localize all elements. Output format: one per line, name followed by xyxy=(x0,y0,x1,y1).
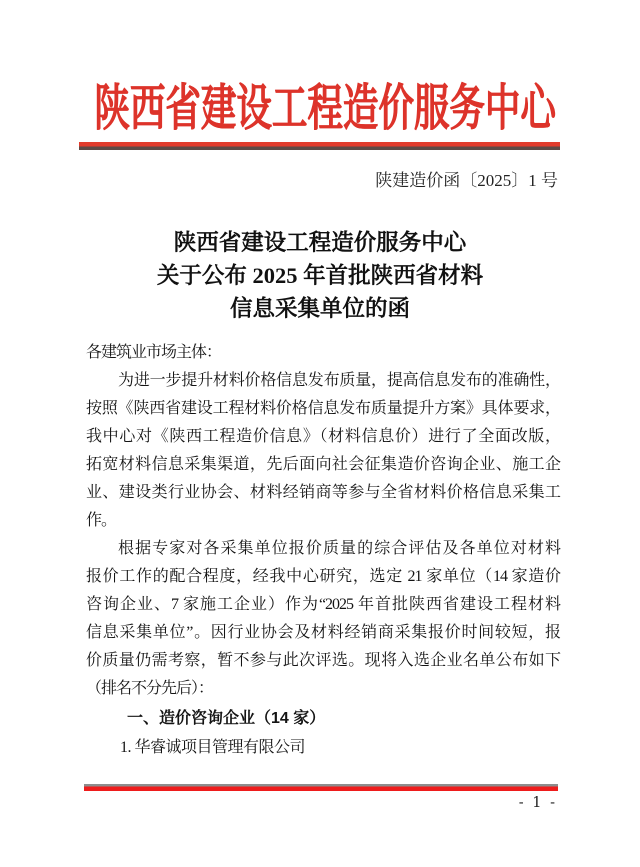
letterhead-double-rule xyxy=(79,142,560,150)
body-line: 拓宽材料信息采集渠道，先后面向社会征集造价咨询企业、施工企 xyxy=(86,456,560,473)
salutation: 各建筑业市场主体： xyxy=(86,344,222,361)
reference-number: 陕建造价函〔2025〕1 号 xyxy=(375,171,558,190)
body-line: 业、建设类行业协会、材料经销商等参与全省材料价格信息采集工 xyxy=(86,484,560,501)
body-line: 为进一步提升材料价格信息发布质量，提高信息发布的准确性， xyxy=(118,372,560,389)
document-title-line-3: 信息采集单位的函 xyxy=(229,296,410,321)
document-title-line-2: 关于公布 2025 年首批陕西省材料 xyxy=(156,263,484,288)
document-title xyxy=(0,226,640,325)
body-line: 根据专家对各采集单位报价质量的综合评估及各单位对材料 xyxy=(118,540,560,557)
page-number: - 1 - xyxy=(518,795,557,811)
body-line: （排名不分先后）： xyxy=(86,680,214,697)
section-heading-cost-consulting: 一、造价咨询企业（14 家） xyxy=(127,710,326,727)
body-line: 按照《陕西省建设工程材料价格信息发布质量提升方案》具体要求， xyxy=(86,400,560,417)
footer-double-rule xyxy=(84,784,558,791)
list-item-company-1: 1. 华睿诚项目管理有限公司 xyxy=(120,739,306,756)
body-line: 报价工作的配合程度，经我中心研究，选定 21 家单位（14 家造价 xyxy=(86,568,560,585)
body-line: 信息采集单位”。因行业协会及材料经销商采集报价时间较短，报 xyxy=(86,624,560,641)
letterhead-title: 陕西省建设工程造价服务中心 xyxy=(94,80,556,136)
letterhead-masthead xyxy=(0,80,640,136)
document-body xyxy=(86,339,560,762)
body-line: 我中心对《陕西工程造价信息》（材料信息价）进行了全面改版， xyxy=(86,428,560,445)
body-line: 咨询企业、7 家施工企业）作为“2025 年首批陕西省建设工程材料 xyxy=(86,596,560,613)
document-title-line-1: 陕西省建设工程造价服务中心 xyxy=(173,230,467,255)
body-line: 价质量仍需考察，暂不参与此次评选。现将入选企业名单公布如下 xyxy=(86,652,560,669)
body-line: 作。 xyxy=(86,512,117,529)
